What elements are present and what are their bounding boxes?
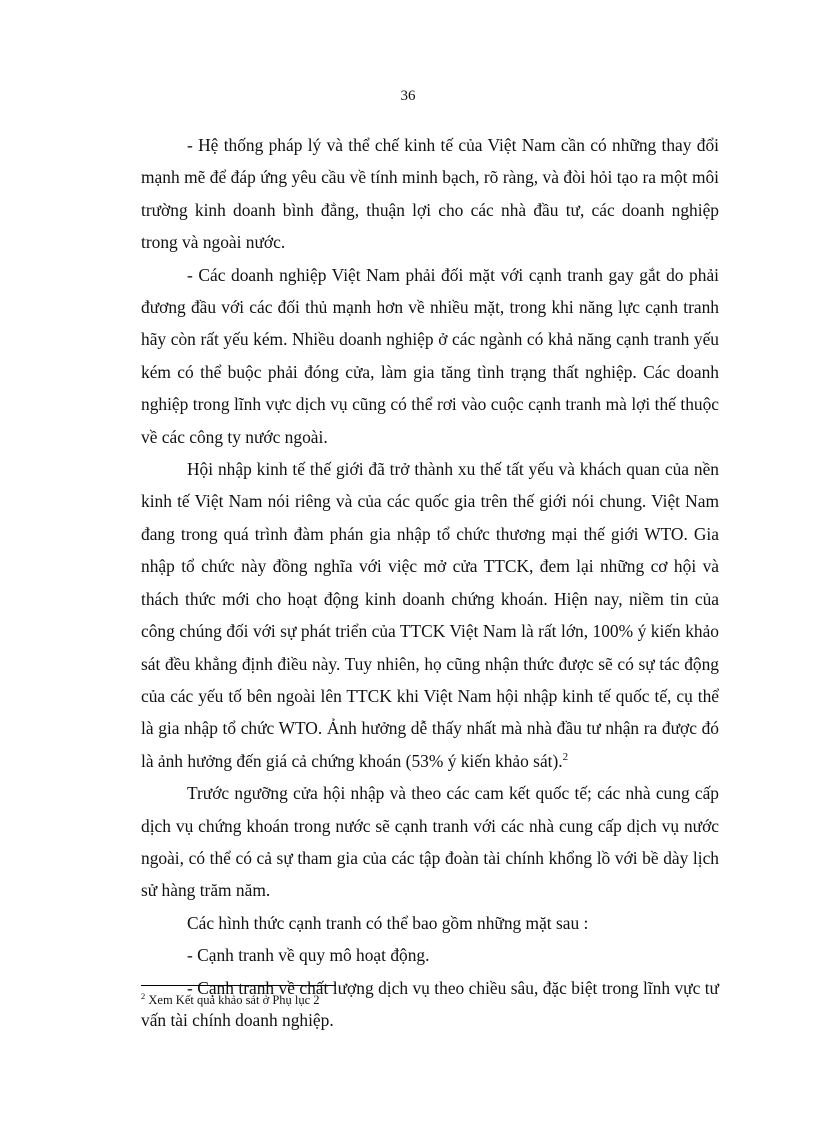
paragraph-competition-forms: Các hình thức cạnh tranh có thể bao gồm những mặt sau :	[187, 912, 589, 933]
list-item-scale: - Cạnh tranh về quy mô hoạt động.	[187, 945, 430, 966]
paragraph-integration	[141, 453, 719, 777]
footnote-text: Xem Kết quả khảo sát ở Phụ lục 2	[145, 993, 320, 1007]
paragraph-enterprise-competition: - Các doanh nghiệp Việt Nam phải đối mặt với cạnh tranh gay gắt do phải đương đầu với các đối thủ mạnh hơn về nhiều mặt, trong khi năng lực cạnh tranh hãy còn rất yếu kém. Nhiều doanh nghiệp ở các ngành có khả năng cạnh tranh yếu kém có thể buộc phải đóng cửa, làm gia tăng tình trạng thất nghiệp. Các doanh nghiệp trong lĩnh vực dịch vụ cũng có thể rơi vào cuộc cạnh tranh mà lợi thế thuộc về các công ty nước ngoài.	[141, 264, 719, 447]
footnote-divider	[141, 985, 336, 986]
list-item-service-quality: - Cạnh tranh về chất lượng dịch vụ theo chiều sâu, đặc biệt trong lĩnh vực tư vấn tài chính doanh nghiệp.	[141, 977, 719, 1030]
footnote	[141, 992, 320, 1008]
paragraph-integration-text: Hội nhập kinh tế thế giới đã trở thành xu thế tất yếu và khách quan của nền kinh tế Việt Nam nói riêng và của các quốc gia trên thế giới nói chung. Việt Nam đang trong quá trình đàm phán gia nhập tổ chức thương mại thế giới WTO. Gia nhập tổ chức này đồng nghĩa với việc mở cửa TTCK, đem lại những cơ hội và thách thức mới cho hoạt động kinh doanh chứng khoán. Hiện nay, niềm tin của công chúng đối với sự phát triển của TTCK Việt Nam là rất lớn, 100% ý kiến khảo sát đều khẳng định điều này. Tuy nhiên, họ cũng nhận thức được sẽ có sự tác động của các yếu tố bên ngoài lên TTCK khi Việt Nam hội nhập kinh tế quốc tế, cụ thể là gia nhập tổ chức WTO. Ảnh hưởng dễ thấy nhất mà nhà đầu tư nhận ra được đó là ảnh hưởng đến giá cả chứng khoán (53% ý kiến khảo sát).	[141, 459, 719, 771]
paragraph-legal-system: - Hệ thống pháp lý và thể chế kinh tế của Việt Nam cần có những thay đổi mạnh mẽ để đáp ứng yêu cầu về tính minh bạch, rõ ràng, và đòi hỏi tạo ra một môi trường kinh doanh bình đẳng, thuận lợi cho các nhà đầu tư, các doanh nghiệp trong và ngoài nước.	[141, 135, 719, 253]
page-number: 36	[400, 88, 416, 104]
footnote-mark: 2	[141, 990, 146, 1001]
footnote-reference[interactable]: 2	[562, 750, 569, 763]
paragraph-threshold: Trước ngưỡng cửa hội nhập và theo các cam kết quốc tế; các nhà cung cấp dịch vụ chứng khoán trong nước sẽ cạnh tranh với các nhà cung cấp dịch vụ nước ngoài, có thể có cả sự tham gia của các tập đoàn tài chính khổng lồ với bề dày lịch sử hàng trăm năm.	[141, 783, 719, 901]
body-text	[141, 129, 719, 1036]
